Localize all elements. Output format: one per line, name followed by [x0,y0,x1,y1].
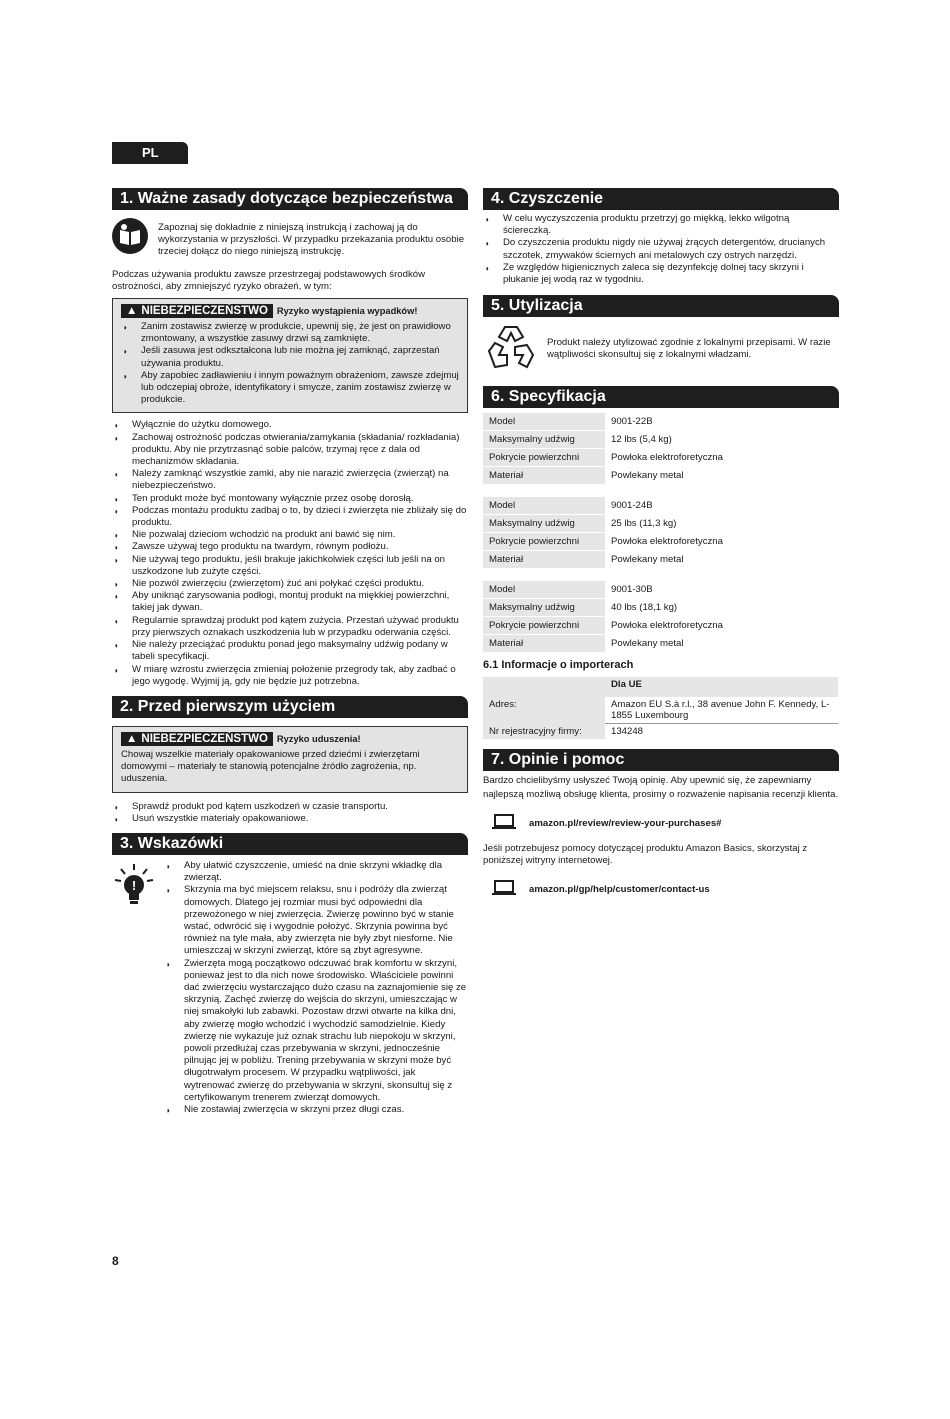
review-link[interactable]: amazon.pl/review/review-your-purchases# [529,818,722,830]
table-row: Model 9001-30B [483,581,838,599]
list-item: ◗ Zachowaj ostrożność podczas otwierania/zamykania (składania/ rozkładania) produktu. Aby nie przytrzasnąć sobie palców, trzymaj ręce z dala od mechanizmów składania. [114,431,460,468]
list-item: ◗ Aby uniknąć zarysowania podłogi, montuj produkt na miękkiej powierzchni, takiej jak dywan. [114,590,450,614]
list-item: ◗ Aby ułatwić czyszczenie, umieść na dnie skrzyni wkładkę dla zwierząt. [166,859,443,884]
danger-label [121,304,273,318]
list-item: ◗ Nie pozwól zwierzęciu (zwierzętom) żuć ani połykać części produktu. [114,578,425,590]
table-row: Maksymalny udźwig 12 lbs (5,4 kg) [483,431,838,449]
table-row: Maksymalny udźwig 25 lbs (11,3 kg) [483,515,838,533]
section-1-intro: Zapoznaj się dokładnie z niniejszą instrukcją i zachowaj ją do wykorzystania w przyszłości. W przypadku przekazania produktu osobie trzeciej dołącz do niego niniejszą instrukcję. [158,222,465,258]
section-2-list [112,801,468,825]
spec-table-3 [483,581,838,653]
list-item: ◗ Do czyszczenia produktu nigdy nie używaj żrących detergentów, drucianych szczotek, zmywaków ściernych ani metalowych czy ostrych narzędzi. [485,237,826,261]
feedback-text: Bardzo chcielibyśmy usłyszeć Twoją opinię. Aby upewnić się, że zapewniamy najlepszą możliwą obsługę klienta, prosimy o rozważenie napisania recenzji klienta. [483,775,839,801]
list-item: ◗ W celu wyczyszczenia produktu przetrzyj go miękką, lekko wilgotną ściereczką. [485,213,790,237]
table-row: Model 9001-24B [483,497,838,515]
review-link-row[interactable] [491,814,839,833]
danger-box-suffocation [112,726,468,793]
section-3-header: 3. Wskazówki [112,833,468,855]
read-manual-icon [112,218,148,254]
danger-label [121,732,273,746]
language-tab: PL [112,142,188,164]
list-item: ◗ Skrzynia ma być miejscem relaksu, snu i podróży dla zwierząt domowych. Dlatego jej rozmiar musi być odpowiedni dla przewożonego w niej zwierzęcia. Zwierzę powinno być w stanie wstać, odwrócić się i wygodnie położyć. Skrzynia powinna być również na tyle mała, aby zwierzęta nie były zbyt niesforne. Nie umieszczaj w skrzyni zwierząt, które są zbyt agresywne. [166,884,454,957]
danger-label-text: NIEBEZPIECZEŃSTWO [141,305,268,318]
page-number: 8 [112,1254,119,1268]
bullet-icon: ◗ [123,347,128,357]
table-row: Materiał Powlekany metal [483,635,838,653]
list-item: ◗ Nie pozwalaj dzieciom wchodzić na produkt ani bawić się nim. [114,529,396,541]
list-item: ◗ Nie należy przeciążać produktu ponad jego maksymalny udźwig podany w tabeli specyfikacji. [114,639,448,663]
bullet-icon: ◗ [123,371,128,381]
table-row: Model 9001-22B [483,413,838,431]
laptop-icon [491,880,517,899]
spec-table-1 [483,413,838,485]
list-item: ◗ Sprawdź produkt pod kątem uszkodzeń w czasie transportu. [114,800,388,812]
help-text: Jeśli potrzebujesz pomocy dotyczącej produktu Amazon Basics, skorzystaj z poniższej witryny internetowej. [483,843,808,867]
danger-subtitle: Ryzyko wystąpienia wypadków! [276,306,418,317]
list-item: ◗ Aby zapobiec zadławieniu i innym poważnym obrażeniom, zawsze zdejmuj lub odczepiaj obroże, identyfikatory i smycze, zanim zostawisz zwierzę w produkcie. [123,369,459,406]
section-2-header: 2. Przed pierwszym użyciem [112,696,468,718]
disposal-text: Produkt należy utylizować zgodnie z lokalnymi przepisami. W razie wątpliwości skonsultuj się z lokalnymi władzami. [547,337,831,361]
section-5-header: 5. Utylizacja [483,295,839,317]
section-4-header: 4. Czyszczenie [483,188,839,210]
list-item: ◗ Należy zamknąć wszystkie zamki, aby nie narazić zwierzęcia (zwierząt) na niebezpieczeństwo. [114,468,449,492]
importer-table [483,677,838,739]
table-row: Dla UE [483,677,838,697]
list-item: ◗ Wyłącznie do użytku domowego. [114,419,272,431]
list-item: ◗ Zawsze używaj tego produktu na twardym, równym podłożu. [114,541,389,553]
spec-table-2 [483,497,838,569]
list-item: ◗ Regularnie sprawdzaj produkt pod kątem zużycia. Przestań używać produktu przy pierwszych oznakach uszkodzenia lub w przypadku oderwania części. [114,614,459,638]
importer-subtitle: 6.1 Informacje o importerach [483,659,634,672]
danger-subtitle: Ryzyko uduszenia! [276,733,361,744]
section-3-list [164,860,468,1116]
table-row: Pokrycie powierzchni Powłoka elektroforetyczna [483,449,838,467]
bullet-icon: ◗ [123,323,128,333]
warning-triangle-icon: ▲ [126,305,138,318]
list-item: ◗ W miarę wzrostu zwierzęcia zmieniaj położenie przegrody tak, aby zadbać o jego wygodę. Wyjmij ją, gdy nie będzie już potrzebna. [114,663,456,687]
svg-text:!: ! [131,877,137,893]
section-7-header: 7. Opinie i pomoc [483,749,839,771]
list-item: ◗ Podczas montażu produktu zadbaj o to, by dzieci i zwierzęta nie zbliżały się do produktu. [114,504,467,529]
lightbulb-tip-icon [112,860,164,1116]
section-4-list [483,213,839,286]
list-item: ◗ Nie używaj tego produktu, jeśli brakuje jakichkolwiek części lub jeśli na on uszkodzone lub zużyte części. [114,553,446,577]
section-6-header: 6. Specyfikacja [483,386,839,408]
table-row: Adres: Amazon EU S.à r.l., 38 avenue John F. Kennedy, L-1855 Luxembourg [483,697,838,724]
section-1-list [112,419,468,687]
list-item: ◗ Jeśli zasuwa jest odkształcona lub nie można jej zamknąć, zaprzestań używania produktu. [123,345,440,369]
laptop-icon [491,814,517,833]
right-column [483,188,839,899]
table-row: Nr rejestracyjny firmy: 134248 [483,724,838,740]
list-item: ◗ Zwierzęta mogą początkowo odczuwać brak komfortu w skrzyni, ponieważ jest to dla nich nowe środowisko. Właściciele powinni dać zwierzęciu wystarczająco dużo czasu na zaznajomienie się ze skrzynią. Zachęć zwierzę do wejścia do skrzyni, umieszczając w niej smakołyki lub zabawki. Pozostaw drzwi otwarte na kilka dni, aby zwierzę mogło wchodzić i wychodzić samodzielnie. Kiedy zwierzę nie wykazuje już oznak strachu lub niepokoju w skrzyni, powoli przedłużaj czas przebywania w skrzyni, jednocześnie pilnując jej w pobliżu. Trening przebywania w skrzyni może być długotrwałym procesem. W przypadku wątpliwości, jak wytrenować zwierzę do przebywania w skrzyni, skonsultuj się z certyfikowanym trenerem zwierząt domowych. [166,957,467,1103]
recycling-icon [483,321,539,377]
help-link[interactable]: amazon.pl/gp/help/customer/contact-us [529,883,710,895]
table-row: Materiał Powlekany metal [483,467,838,485]
section-1-paragraph: Podczas używania produktu zawsze przestrzegaj podstawowych środków ostrożności, aby zmniejszyć ryzyko obrażeń, w tym: [112,268,426,292]
section-1-header: 1. Ważne zasady dotyczące bezpieczeństwa [112,188,468,210]
table-row: Pokrycie powierzchni Powłoka elektroforetyczna [483,617,838,635]
list-item: ◗ Zanim zostawisz zwierzę w produkcie, upewnij się, że jest on prawidłowo zmontowany, a wszystkie zasuwy drzwi są zamknięte. [123,321,451,345]
table-row: Materiał Powlekany metal [483,551,838,569]
list-item: ◗ Usuń wszystkie materiały opakowaniowe. [114,812,309,824]
danger-box-accidents [112,298,468,413]
help-link-row[interactable] [491,880,839,899]
danger-text: Chowaj wszelkie materiały opakowaniowe przed dziećmi i zwierzętami domowymi – materiały te stanowią potencjalne źródło zagrożenia, np. uduszenia. [121,748,420,785]
table-row: Pokrycie powierzchni Powłoka elektroforetyczna [483,533,838,551]
warning-triangle-icon: ▲ [126,732,138,745]
list-item: ◗ Ten produkt może być montowany wyłącznie przez osobę dorosłą. [114,492,414,504]
left-column [112,188,468,1116]
table-row: Maksymalny udźwig 40 lbs (18,1 kg) [483,599,838,617]
list-item: ◗ Ze względów higienicznych zaleca się dezynfekcję dolnej tacy skrzyni i płukanie jej wodą raz w tygodniu. [485,261,804,286]
list-item: ◗ Nie zostawiaj zwierzęcia w skrzyni przez długi czas. [166,1103,405,1115]
danger-label-text: NIEBEZPIECZEŃSTWO [141,732,268,745]
